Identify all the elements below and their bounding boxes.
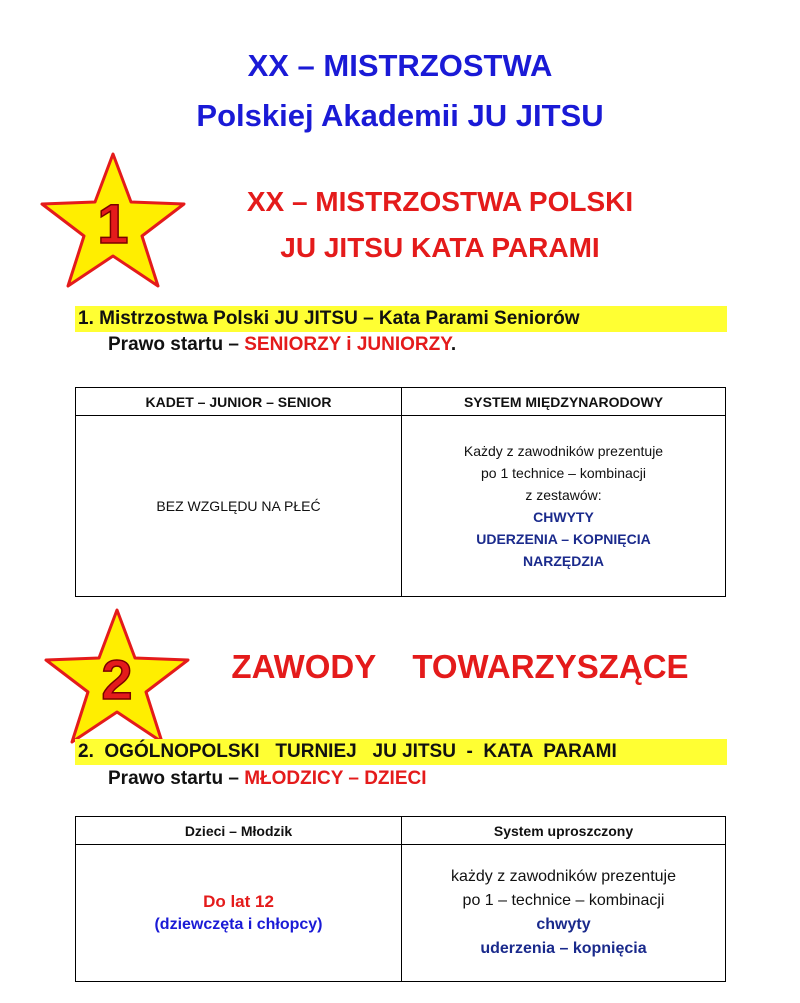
table2-col2-cell — [402, 845, 726, 982]
eligibility-value: MŁODZICY – DZIECI — [244, 768, 427, 789]
table1-col1-value: BEZ WZGLĘDU NA PŁEĆ — [76, 416, 402, 597]
table2-text-line: każdy z zawodników prezentuje — [450, 868, 676, 885]
table2-col1-header: Dzieci – Młodzik — [76, 817, 402, 845]
table2-text-line: po 1 – technice – kombinacji — [462, 892, 665, 909]
eligibility-value: SENIORZY i JUNIORZY — [244, 334, 451, 355]
table1-text-line: po 1 technice – kombinacji — [481, 465, 646, 481]
star-1-icon — [38, 150, 188, 290]
page-title: XX – MISTRZOSTWA — [247, 48, 553, 83]
table1-text-line: z zestawów: — [525, 487, 602, 503]
table2-col1-cell — [76, 845, 402, 982]
table2-age: Do lat 12 — [203, 892, 274, 911]
star-2-number: 2 — [101, 648, 133, 711]
table1-set: UDERZENIA – KOPNIĘCIA — [476, 531, 651, 547]
section2-eligibility — [108, 768, 427, 790]
table2-col2-header: System uproszczony — [402, 817, 726, 845]
table2-set: chwyty — [536, 916, 591, 933]
eligibility-suffix: . — [450, 334, 457, 355]
table2-set: uderzenia – kopnięcia — [480, 940, 647, 957]
eligibility-label: Prawo startu – — [108, 334, 245, 355]
section1-title-line1: XX – MISTRZOSTWA POLSKI — [246, 186, 634, 217]
table1-col1-header: KADET – JUNIOR – SENIOR — [76, 388, 402, 416]
table1-text-line: Każdy z zawodników prezentuje — [463, 443, 664, 459]
star-1-number: 1 — [97, 192, 129, 255]
section2-item-heading: 2. OGÓLNOPOLSKI TURNIEJ JU JITSU - KATA PARAMI — [78, 741, 617, 762]
table1-col2-header: SYSTEM MIĘDZYNARODOWY — [402, 388, 726, 416]
eligibility-label: Prawo startu – — [108, 768, 245, 789]
table2-age-note: (dziewczęta i chłopcy) — [154, 916, 323, 933]
section2-title: ZAWODY TOWARZYSZĄCE — [231, 648, 689, 685]
section1-eligibility — [108, 334, 456, 356]
page-subtitle: Polskiej Akademii JU JITSU — [196, 98, 604, 133]
section2-table — [75, 816, 726, 982]
section1-item-heading: 1. Mistrzostwa Polski JU JITSU – Kata Parami Seniorów — [78, 308, 580, 329]
section1-title-line2: JU JITSU KATA PARAMI — [280, 232, 600, 263]
table1-set: CHWYTY — [533, 509, 594, 525]
section1-table — [75, 387, 726, 597]
table1-set: NARZĘDZIA — [523, 553, 604, 569]
table1-col2-cell — [402, 416, 726, 597]
star-2-icon — [42, 606, 192, 746]
